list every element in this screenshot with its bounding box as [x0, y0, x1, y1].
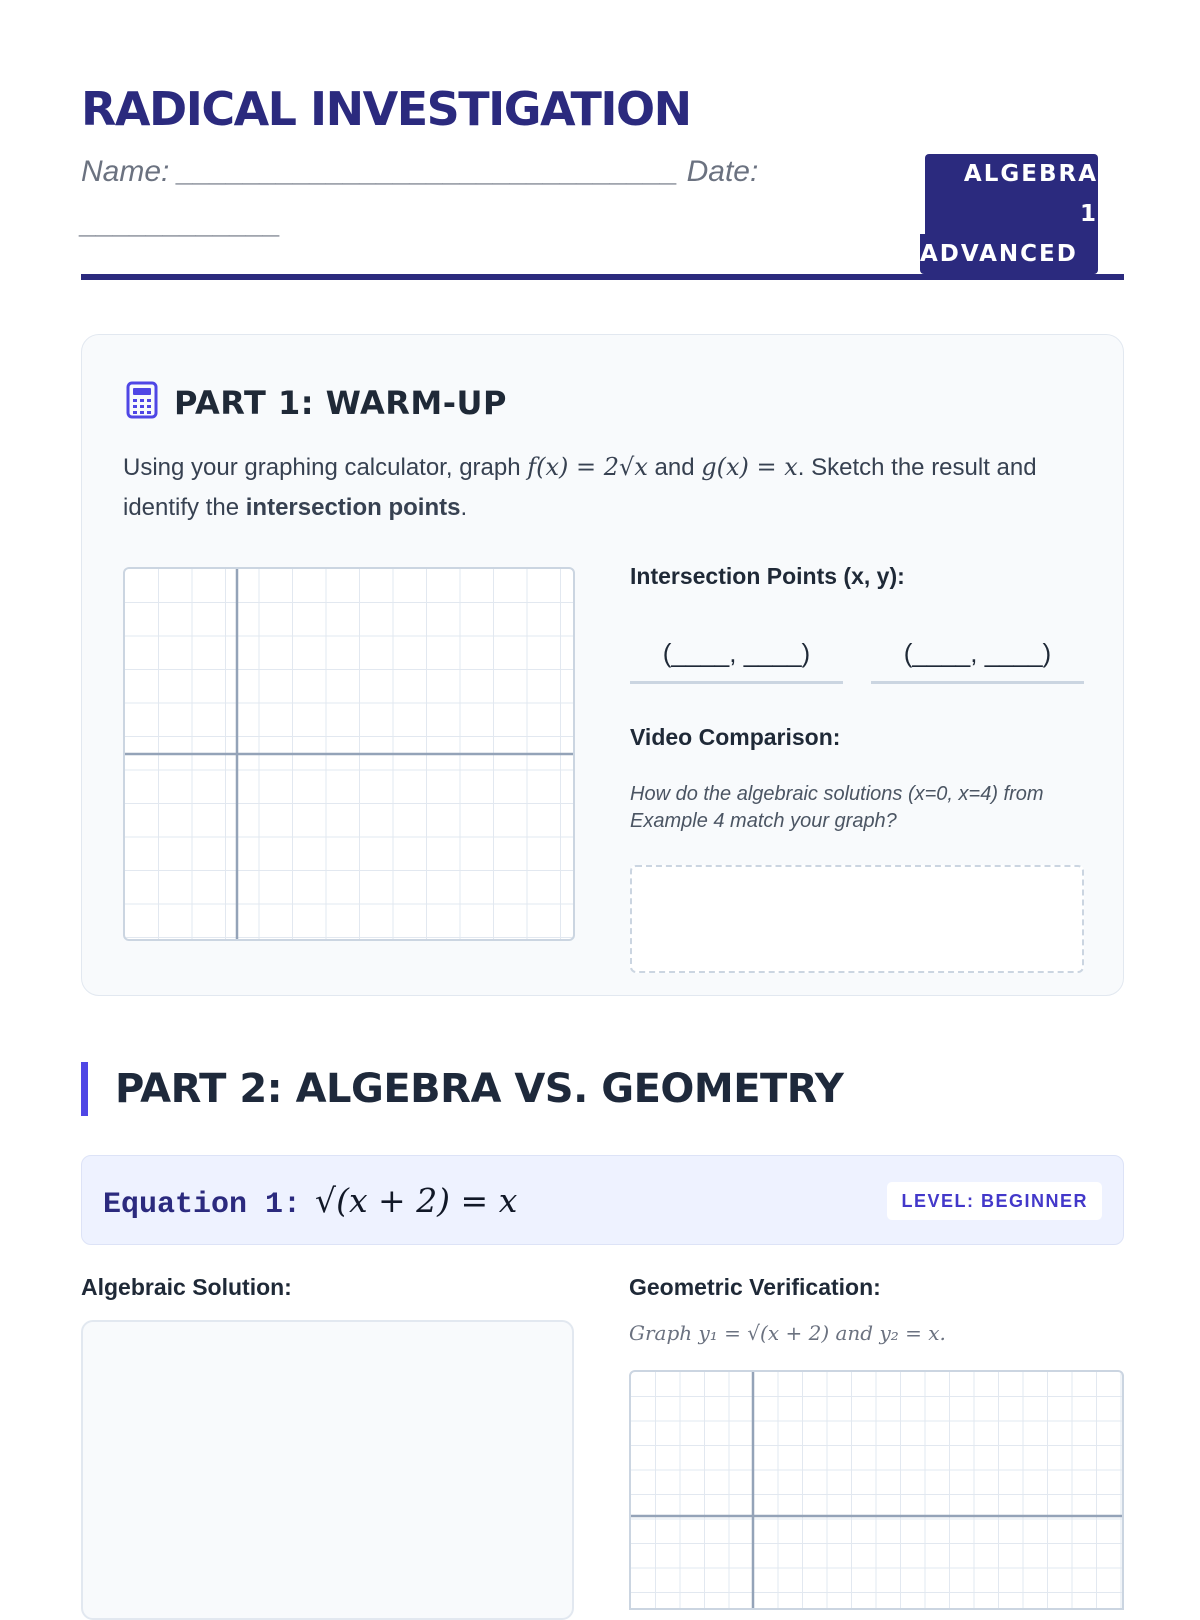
instr-end: . — [460, 494, 468, 521]
graph-grid-part2[interactable] — [629, 1370, 1124, 1610]
date-blank[interactable]: ____________ — [81, 207, 282, 240]
graph-grid-svg-2 — [631, 1372, 1122, 1610]
geometric-note — [629, 1321, 946, 1346]
equation-label: Equation 1: — [103, 1188, 302, 1222]
course-badge — [920, 154, 1098, 267]
geometric-note-text: Graph y₁ = √(x + 2) and y₂ = x. — [629, 1321, 946, 1345]
g-expression: g(x) = x — [701, 453, 798, 481]
intersection-points — [630, 638, 1084, 684]
instr-text-and: and — [654, 454, 695, 481]
intersection-point-1[interactable]: (____, ____) — [630, 638, 843, 684]
course-badge-line-1: ALGEBRA 1 — [925, 154, 1098, 234]
part1-card — [81, 334, 1124, 996]
name-date-line — [81, 146, 801, 250]
intersection-label: Intersection Points (x, y): — [630, 563, 905, 589]
geometric-verification-label: Geometric Verification: — [629, 1274, 881, 1300]
equation-expression: √(x + 2) = x — [315, 1181, 518, 1220]
part1-header — [126, 381, 507, 424]
equation-label-line — [103, 1174, 517, 1232]
graph-grid-svg — [125, 569, 573, 939]
intersection-point-2[interactable]: (____, ____) — [871, 638, 1084, 684]
graph-grid-part1[interactable] — [123, 567, 575, 941]
equation-bar — [81, 1155, 1124, 1245]
part1-instructions — [123, 447, 1083, 528]
date-label: Date: — [686, 155, 759, 188]
video-comparison-label: Video Comparison: — [630, 724, 841, 750]
instr-bold: intersection points — [245, 494, 461, 521]
part1-heading: PART 1: WARM-UP — [174, 383, 507, 422]
video-question: How do the algebraic solutions (x=0, x=4) from Example 4 match your graph? — [630, 783, 1044, 832]
header-divider — [81, 274, 1124, 280]
f-expression: f(x) = 2√x — [527, 453, 648, 481]
worksheet-title: RADICAL INVESTIGATION — [81, 82, 691, 136]
part1-answers — [630, 563, 1084, 973]
course-badge-line-2: ADVANCED — [920, 234, 1098, 274]
algebraic-solution-box[interactable] — [81, 1320, 574, 1620]
instr-text-before: Using your graphing calculator, graph — [123, 454, 521, 481]
algebraic-solution-label: Algebraic Solution: — [81, 1274, 292, 1300]
calculator-icon — [126, 381, 158, 424]
level-badge: LEVEL: BEGINNER — [887, 1182, 1102, 1220]
instr-text-after: . Sketch the result and identify the — [123, 454, 1037, 521]
video-answer-box[interactable] — [630, 865, 1084, 973]
name-blank[interactable]: ______________________________ — [177, 155, 679, 188]
name-label: Name: — [81, 155, 170, 188]
part2-heading: PART 2: ALGEBRA VS. GEOMETRY — [81, 1062, 843, 1116]
